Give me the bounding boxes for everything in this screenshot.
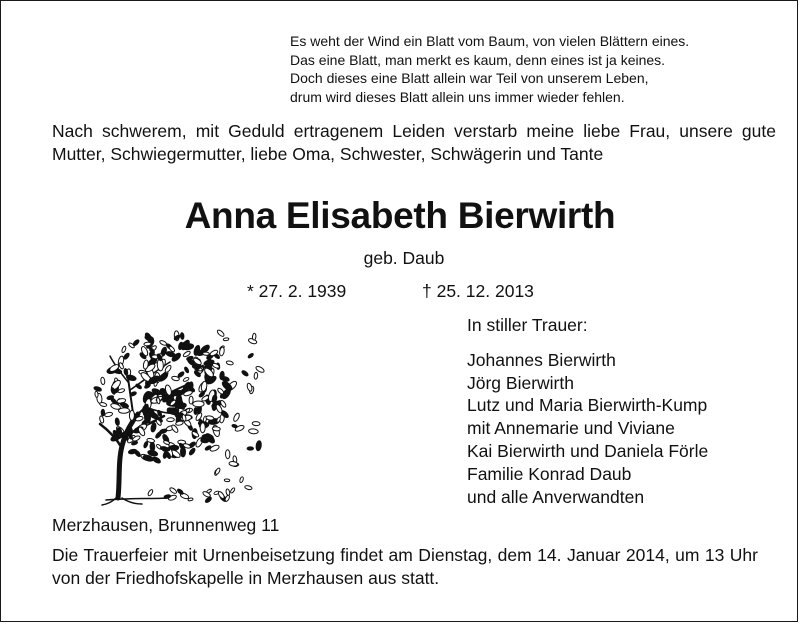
poem-line: drum wird dieses Blatt allein uns immer wieder fehlen.	[290, 88, 625, 105]
address: Merzhausen, Brunnenweg 11	[52, 515, 280, 535]
mourner-name: mit Annemarie und Viviane	[467, 418, 675, 439]
mourner-name: Kai Bierwirth und Daniela Förle	[467, 440, 709, 461]
poem-line: Doch dieses eine Blatt allein war Teil von unserem Leben,	[290, 70, 649, 86]
mourner-name: und alle Anverwandten	[467, 486, 645, 507]
poem-line: Das eine Blatt, man merkt es kaum, denn eines ist ja keines.	[290, 51, 666, 68]
birth-name: geb. Daub	[363, 248, 445, 268]
mourner-name: Lutz und Maria Bierwirth-Kump	[467, 395, 708, 416]
mourners-block	[467, 314, 708, 508]
funeral-notice: Die Trauerfeier mit Urnenbeisetzung findet am Dienstag, dem 14. Januar 2014, um 13 Uhr von der Friedhofskapelle in Merzhausen aus statt.	[52, 545, 758, 588]
poem	[290, 32, 770, 106]
mourner-name: Familie Konrad Daub	[467, 463, 632, 484]
mourner-name: Jörg Bierwirth	[467, 372, 574, 393]
death-date: † 25. 12. 2013	[422, 281, 534, 301]
intro-text: Nach schwerem, mit Geduld ertragenem Leiden verstarb meine liebe Frau, unsere gute Mutter, Schwiegermutter, liebe Oma, Schwester, Schwägerin und Tante	[52, 121, 776, 164]
windblown-tree-icon	[88, 312, 268, 508]
mourners-heading: In stiller Trauer:	[467, 315, 588, 335]
mourner-name: Johannes Bierwirth	[467, 349, 616, 370]
birth-date: * 27. 2. 1939	[247, 281, 347, 301]
deceased-name: Anna Elisabeth Bierwirth	[184, 195, 616, 236]
poem-line: Es weht der Wind ein Blatt vom Baum, von vielen Blättern eines.	[290, 33, 690, 49]
